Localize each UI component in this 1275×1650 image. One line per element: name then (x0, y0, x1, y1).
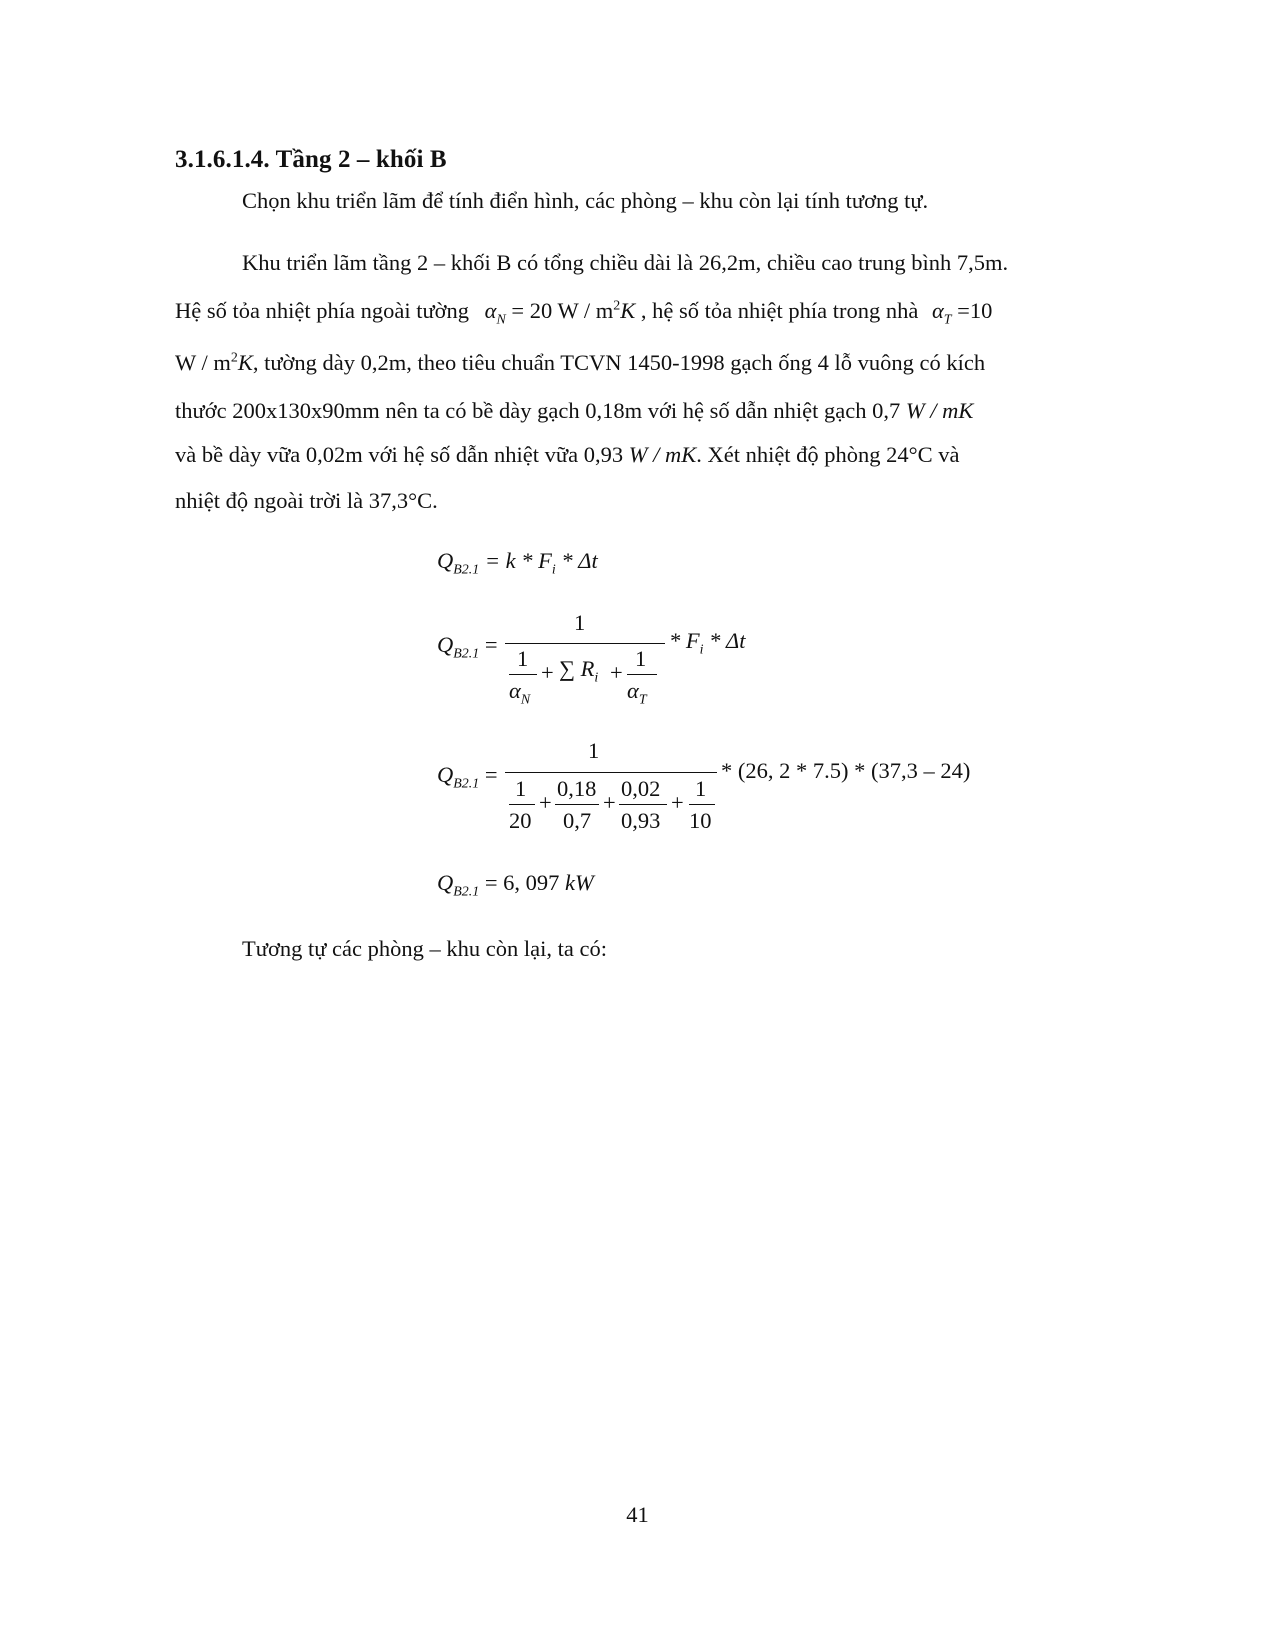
formula-1 (437, 548, 598, 578)
formula-2 (437, 610, 757, 710)
fraction-bar (627, 674, 657, 675)
result-value: = 6, 097 (484, 870, 560, 895)
paragraph-line-2 (175, 298, 993, 328)
plus-sign: + (541, 660, 554, 685)
q-subscript: B2.1 (453, 776, 480, 792)
term-2-denominator: 0,7 (563, 808, 592, 833)
unit-w-mk: W / mK (628, 442, 697, 467)
term-4-numerator: 1 (695, 776, 707, 801)
paragraph-line-1: Khu triển lãm tầng 2 – khối B có tổng chiều dài là 26,2m, chiều cao trung bình 7,5m. (242, 250, 1009, 275)
unit-k: K (620, 298, 636, 323)
unit-w-m2k: W / m (175, 350, 231, 375)
paragraph-line-6: nhiệt độ ngoài trời là 37,3°C. (175, 488, 438, 513)
paragraph-text: , tường dày 0,2m, theo tiêu chuẩn TCVN 1450-1998 gạch ống 4 lỗ vuông có kích (252, 350, 986, 375)
q-subscript: B2.1 (453, 562, 480, 578)
alpha-t-symbol (627, 678, 647, 708)
term-3-numerator: 0,02 (621, 776, 661, 801)
formula-tail: * (26, 2 * 7.5) * (37,3 – 24) (721, 758, 971, 783)
numerator-one: 1 (574, 610, 586, 635)
alpha-n-symbol (509, 678, 531, 708)
subscript-t: T (943, 312, 952, 328)
fraction-bar (505, 772, 717, 773)
formula-lhs: $Q_{B2.1}$ = (437, 632, 498, 662)
formula-tail: * Δt (561, 548, 598, 573)
fraction-bar (619, 804, 667, 805)
q-symbol: Q (437, 548, 454, 573)
plus-sign: + (671, 790, 684, 815)
subscript-n: N (496, 312, 506, 328)
fraction-bar (689, 804, 715, 805)
superscript-2: 2 (613, 298, 621, 314)
alpha-t-value: =10 (957, 298, 993, 323)
formula-rhs: = k * F (484, 548, 552, 573)
sum-r: ∑ R (559, 656, 595, 681)
fraction-bar (505, 643, 665, 644)
section-heading: 3.1.6.1.4. Tầng 2 – khối B (175, 146, 447, 173)
alpha-letter: α (509, 678, 521, 703)
fraction-bar (509, 674, 537, 675)
term-2-numerator: 0,18 (557, 776, 597, 801)
inner-numerator: 1 (635, 646, 647, 671)
paragraph-text: và bề dày vữa 0,02m với hệ số dẫn nhiệt vữa 0,93 (175, 442, 624, 467)
alpha-n-value: = 20 W / m (511, 298, 614, 323)
fraction-bar (509, 804, 535, 805)
paragraph-line-3 (175, 352, 985, 375)
superscript-2: 2 (230, 350, 238, 366)
numerator-one: 1 (588, 738, 600, 763)
plus-sign: + (539, 790, 552, 815)
paragraph-line-4 (175, 400, 973, 423)
term-3-denominator: 0,93 (621, 808, 661, 833)
q-subscript: B2.1 (453, 646, 480, 662)
paragraph-text: thước 200x130x90mm nên ta có bề dày gạch 0,18m với hệ số dẫn nhiệt gạch 0,7 (175, 398, 901, 423)
formula-lhs: $Q_{B2.1}$ = (437, 762, 498, 792)
q-symbol: Q (437, 632, 454, 657)
formula-tail (669, 628, 746, 658)
subscript-i: i (699, 642, 704, 658)
q-subscript: B2.1 (453, 884, 480, 900)
term-1-numerator: 1 (515, 776, 527, 801)
intro-paragraph: Chọn khu triển lãm để tính điển hình, các phòng – khu còn lại tính tương tự. (242, 188, 929, 213)
subscript-n: N (520, 692, 531, 708)
formula-3 (437, 738, 997, 838)
formula-4 (437, 870, 594, 900)
inner-numerator: 1 (517, 646, 529, 671)
alpha-n-symbol (484, 298, 506, 328)
paragraph-text: Hệ số tỏa nhiệt phía ngoài tường (175, 298, 470, 323)
paragraph-text: . Xét nhiệt độ phòng 24°C và (696, 442, 960, 467)
paragraph-text: , hệ số tỏa nhiệt phía trong nhà (640, 298, 919, 323)
q-symbol: Q (437, 762, 454, 787)
subscript-i: i (551, 562, 556, 578)
closing-paragraph: Tương tự các phòng – khu còn lại, ta có: (242, 936, 607, 961)
fraction-bar (555, 804, 599, 805)
result-unit: kW (565, 870, 594, 895)
subscript-i: i (594, 670, 599, 686)
alpha-letter: α (627, 678, 639, 703)
tail-f: * F (669, 628, 700, 653)
q-symbol: Q (437, 870, 454, 895)
alpha-letter: α (484, 298, 497, 323)
plus-sign: + (603, 790, 616, 815)
unit-k: K (237, 350, 253, 375)
tail-dt: * Δt (709, 628, 746, 653)
sum-ri (559, 656, 599, 686)
alpha-letter: α (931, 298, 944, 323)
plus-sign: + (610, 660, 623, 685)
subscript-t: T (638, 692, 647, 708)
term-1-denominator: 20 (509, 808, 532, 833)
alpha-t-symbol (931, 298, 952, 328)
paragraph-line-5 (175, 444, 960, 467)
unit-w-mk: W / mK (905, 398, 974, 423)
term-4-denominator: 10 (689, 808, 712, 833)
page-number: 41 (626, 1502, 649, 1527)
